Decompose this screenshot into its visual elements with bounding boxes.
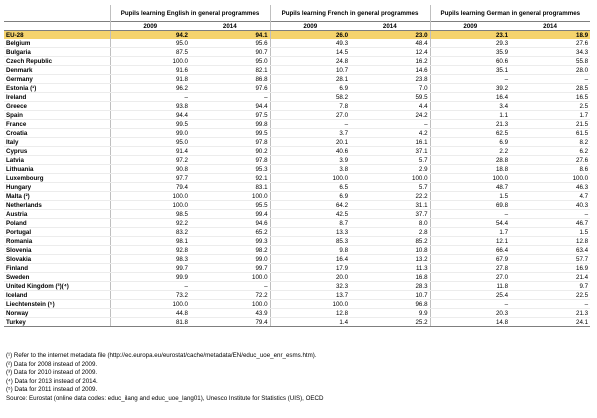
value-cell: 61.5 (510, 129, 590, 138)
country-name: Greece (4, 102, 110, 111)
table-row (4, 300, 590, 309)
value-cell: 95.0 (110, 138, 190, 147)
table-row (4, 210, 590, 219)
value-cell: 14.5 (270, 48, 350, 57)
table-row (4, 282, 590, 291)
value-cell: 1.7 (510, 111, 590, 120)
value-cell: 6.5 (270, 183, 350, 192)
country-name: EU-28 (4, 31, 110, 40)
country-name: Slovenia (4, 246, 110, 255)
value-cell: 86.8 (190, 75, 270, 84)
value-cell: 5.7 (350, 183, 430, 192)
value-cell: 1.7 (430, 228, 510, 237)
value-cell: 3.7 (270, 129, 350, 138)
value-cell: 20.3 (430, 309, 510, 318)
value-cell: 85.2 (350, 237, 430, 246)
table-row (4, 66, 590, 75)
value-cell: 95.0 (190, 57, 270, 66)
country-name: Finland (4, 264, 110, 273)
value-cell: 1.4 (270, 318, 350, 327)
value-cell: 99.3 (190, 237, 270, 246)
value-cell: 21.3 (510, 309, 590, 318)
value-cell: 99.7 (190, 264, 270, 273)
value-cell: 79.4 (190, 318, 270, 327)
table-row (4, 246, 590, 255)
footnote: (²) Data for 2008 instead of 2009. (6, 360, 98, 368)
value-cell: 11.3 (350, 264, 430, 273)
country-name: Hungary (4, 183, 110, 192)
table-row (4, 111, 590, 120)
value-cell: 83.1 (190, 183, 270, 192)
country-name: Liechtenstein (⁵) (4, 300, 110, 309)
value-cell: 82.1 (190, 66, 270, 75)
value-cell: 43.9 (190, 309, 270, 318)
footnote: (³) Data for 2010 instead of 2009. (6, 369, 98, 377)
value-cell: 2.5 (510, 102, 590, 111)
value-cell: 46.7 (510, 219, 590, 228)
value-cell: 16.1 (350, 138, 430, 147)
value-cell: 92.8 (110, 246, 190, 255)
value-cell: 32.3 (270, 282, 350, 291)
value-cell: 18.8 (430, 165, 510, 174)
value-cell: 24.1 (510, 318, 590, 327)
value-cell: 97.6 (190, 84, 270, 93)
value-cell: 4.4 (350, 102, 430, 111)
value-cell: – (110, 282, 190, 291)
country-name: Ireland (4, 93, 110, 102)
table-row (4, 273, 590, 282)
value-cell: 13.7 (270, 291, 350, 300)
value-cell: 6.9 (430, 138, 510, 147)
value-cell: 54.4 (430, 219, 510, 228)
value-cell: 17.9 (270, 264, 350, 273)
value-cell: 95.6 (190, 39, 270, 48)
table-row (4, 138, 590, 147)
value-cell: 21.3 (430, 120, 510, 129)
value-cell: 28.5 (510, 84, 590, 93)
value-cell: 20.0 (270, 273, 350, 282)
value-cell: – (350, 120, 430, 129)
footnote: (¹) Refer to the internet metadata file (http://ec.europa.eu/eurostat/cache/metadata/EN/educ_uoe_enr_esms.htm). (6, 352, 317, 359)
value-cell: 55.8 (510, 57, 590, 66)
country-name: Czech Republic (4, 57, 110, 66)
value-cell: 13.2 (350, 255, 430, 264)
value-cell: 65.2 (190, 228, 270, 237)
value-cell: 4.2 (350, 129, 430, 138)
value-cell: 95.5 (190, 201, 270, 210)
table-row (4, 102, 590, 111)
value-cell: 81.8 (110, 318, 190, 327)
value-cell: 97.5 (190, 111, 270, 120)
value-cell: 46.3 (510, 183, 590, 192)
value-cell: 24.2 (350, 111, 430, 120)
value-cell: 100.0 (110, 57, 190, 66)
value-cell: 44.8 (110, 309, 190, 318)
value-cell: 37.7 (350, 210, 430, 219)
value-cell: 100.0 (270, 174, 350, 183)
value-cell: 100.0 (350, 174, 430, 183)
value-cell: 99.5 (190, 129, 270, 138)
table-row (4, 318, 590, 327)
country-name: Sweden (4, 273, 110, 282)
value-cell: 16.8 (350, 273, 430, 282)
table-row (4, 129, 590, 138)
value-cell: 28.8 (430, 156, 510, 165)
country-name: Latvia (4, 156, 110, 165)
header-english: Pupils learning English in general programmes (110, 5, 270, 22)
country-name: United Kingdom (³)(⁴) (4, 282, 110, 291)
value-cell: 28.1 (270, 75, 350, 84)
value-cell: – (510, 210, 590, 219)
value-cell: 87.5 (110, 48, 190, 57)
value-cell: 12.4 (350, 48, 430, 57)
value-cell: 23.1 (430, 31, 510, 40)
corner-cell (4, 5, 110, 22)
table-row (4, 156, 590, 165)
value-cell: 27.8 (430, 264, 510, 273)
value-cell: 100.0 (110, 300, 190, 309)
table-row (4, 147, 590, 156)
table-row (4, 201, 590, 210)
table-row (4, 228, 590, 237)
value-cell: 62.5 (430, 129, 510, 138)
value-cell: 69.8 (430, 201, 510, 210)
table-row (4, 174, 590, 183)
footnote: (⁵) Data for 2011 instead of 2009. (6, 386, 98, 394)
value-cell: 100.0 (510, 174, 590, 183)
value-cell: 8.0 (350, 219, 430, 228)
value-cell: 98.5 (110, 210, 190, 219)
value-cell: 35.1 (430, 66, 510, 75)
value-cell: – (270, 120, 350, 129)
value-cell: 48.7 (430, 183, 510, 192)
table-row (4, 57, 590, 66)
value-cell: 12.8 (510, 237, 590, 246)
value-cell: 79.4 (110, 183, 190, 192)
value-cell: 97.2 (110, 156, 190, 165)
value-cell: 34.3 (510, 48, 590, 57)
country-name: Croatia (4, 129, 110, 138)
value-cell: 25.2 (350, 318, 430, 327)
value-cell: 7.8 (270, 102, 350, 111)
value-cell: 97.8 (190, 138, 270, 147)
value-cell: 99.5 (110, 120, 190, 129)
value-cell: 83.2 (110, 228, 190, 237)
country-name: Romania (4, 237, 110, 246)
value-cell: 3.4 (430, 102, 510, 111)
value-cell: 23.0 (350, 31, 430, 40)
value-cell: 11.8 (430, 282, 510, 291)
value-cell: – (190, 93, 270, 102)
table-row (4, 291, 590, 300)
table-row (4, 120, 590, 129)
value-cell: 91.8 (110, 75, 190, 84)
value-cell: 16.4 (270, 255, 350, 264)
country-name: Portugal (4, 228, 110, 237)
country-name: Italy (4, 138, 110, 147)
value-cell: 64.2 (270, 201, 350, 210)
value-cell: 99.7 (110, 264, 190, 273)
footnotes (6, 352, 323, 404)
value-cell: 14.6 (350, 66, 430, 75)
country-name: Estonia (¹) (4, 84, 110, 93)
value-cell: 28.0 (510, 66, 590, 75)
value-cell: 97.8 (190, 156, 270, 165)
value-cell: 94.6 (190, 219, 270, 228)
value-cell: 13.3 (270, 228, 350, 237)
value-cell: 85.3 (270, 237, 350, 246)
value-cell: 90.7 (190, 48, 270, 57)
value-cell: 10.7 (350, 291, 430, 300)
value-cell: 20.1 (270, 138, 350, 147)
value-cell: 95.3 (190, 165, 270, 174)
value-cell: – (430, 300, 510, 309)
value-cell: 42.5 (270, 210, 350, 219)
value-cell: 6.2 (510, 147, 590, 156)
year-header: 2009 (430, 22, 510, 31)
value-cell: 66.4 (430, 246, 510, 255)
value-cell: 1.5 (430, 192, 510, 201)
value-cell: 96.8 (350, 300, 430, 309)
country-name: Spain (4, 111, 110, 120)
value-cell: 91.6 (110, 66, 190, 75)
value-cell: 58.2 (270, 93, 350, 102)
value-cell: 67.9 (430, 255, 510, 264)
value-cell: 22.5 (510, 291, 590, 300)
value-cell: – (190, 282, 270, 291)
table-row (4, 237, 590, 246)
value-cell: – (430, 210, 510, 219)
value-cell: 14.8 (430, 318, 510, 327)
value-cell: 100.0 (110, 201, 190, 210)
value-cell: 100.0 (190, 192, 270, 201)
value-cell: 1.1 (430, 111, 510, 120)
value-cell: 98.3 (110, 255, 190, 264)
footnote: (⁴) Data for 2013 instead of 2014. (6, 377, 98, 385)
value-cell: 3.9 (270, 156, 350, 165)
value-cell: 24.8 (270, 57, 350, 66)
value-cell: 29.3 (430, 39, 510, 48)
value-cell: 31.1 (350, 201, 430, 210)
year-header: 2009 (270, 22, 350, 31)
value-cell: 99.0 (190, 255, 270, 264)
year-header: 2009 (110, 22, 190, 31)
value-cell: 2.9 (350, 165, 430, 174)
value-cell: 40.3 (510, 201, 590, 210)
value-cell: 8.2 (510, 138, 590, 147)
value-cell: 10.8 (350, 246, 430, 255)
country-name: France (4, 120, 110, 129)
value-cell: 100.0 (190, 273, 270, 282)
value-cell: 94.2 (110, 31, 190, 40)
value-cell: 40.6 (270, 147, 350, 156)
language-table (4, 5, 590, 327)
value-cell: 5.7 (350, 156, 430, 165)
value-cell: 27.6 (510, 156, 590, 165)
value-cell: 16.5 (510, 93, 590, 102)
value-cell: 8.7 (270, 219, 350, 228)
year-header: 2014 (510, 22, 590, 31)
value-cell: 9.8 (270, 246, 350, 255)
value-cell: 35.9 (430, 48, 510, 57)
value-cell: 98.1 (110, 237, 190, 246)
value-cell: 2.2 (430, 147, 510, 156)
year-header: 2014 (350, 22, 430, 31)
value-cell: 2.8 (350, 228, 430, 237)
value-cell: 100.0 (190, 300, 270, 309)
country-name: Germany (4, 75, 110, 84)
value-cell: 94.1 (190, 31, 270, 40)
country-name: Netherlands (4, 201, 110, 210)
value-cell: 26.0 (270, 31, 350, 40)
value-cell: 9.9 (350, 309, 430, 318)
value-cell: 27.0 (270, 111, 350, 120)
country-name: Cyprus (4, 147, 110, 156)
value-cell: 16.4 (430, 93, 510, 102)
country-name: Belgium (4, 39, 110, 48)
value-cell: 16.9 (510, 264, 590, 273)
table-row (4, 39, 590, 48)
value-cell: 92.1 (190, 174, 270, 183)
value-cell: 91.4 (110, 147, 190, 156)
value-cell: 94.4 (110, 111, 190, 120)
table-row (4, 165, 590, 174)
value-cell: 4.7 (510, 192, 590, 201)
header-german: Pupils learning German in general programmes (430, 5, 590, 22)
year-corner (4, 22, 110, 31)
value-cell: 8.6 (510, 165, 590, 174)
value-cell: 100.0 (430, 174, 510, 183)
country-name: Turkey (4, 318, 110, 327)
table-row (4, 75, 590, 84)
value-cell: 1.5 (510, 228, 590, 237)
value-cell: 10.7 (270, 66, 350, 75)
country-name: Iceland (4, 291, 110, 300)
year-header: 2014 (190, 22, 270, 31)
value-cell: 59.5 (350, 93, 430, 102)
country-name: Malta (²) (4, 192, 110, 201)
value-cell: 49.3 (270, 39, 350, 48)
table-row (4, 183, 590, 192)
value-cell: 99.9 (110, 273, 190, 282)
country-name: Luxembourg (4, 174, 110, 183)
value-cell: 100.0 (110, 192, 190, 201)
value-cell: 57.7 (510, 255, 590, 264)
value-cell: 12.1 (430, 237, 510, 246)
country-name: Slovakia (4, 255, 110, 264)
value-cell: 90.8 (110, 165, 190, 174)
country-name: Poland (4, 219, 110, 228)
value-cell: 23.8 (350, 75, 430, 84)
eu-row (4, 31, 590, 40)
value-cell: – (110, 93, 190, 102)
value-cell: 21.4 (510, 273, 590, 282)
value-cell: 99.4 (190, 210, 270, 219)
value-cell: 48.4 (350, 39, 430, 48)
value-cell: 92.2 (110, 219, 190, 228)
value-cell: 6.9 (270, 192, 350, 201)
value-cell: 60.6 (430, 57, 510, 66)
source-note: Source: Eurostat (online data codes: educ_ilang and educ_uoe_lang01), Unesco Institute for Statistics (UIS), OECD (6, 394, 324, 402)
value-cell: 12.8 (270, 309, 350, 318)
value-cell: 72.2 (190, 291, 270, 300)
country-name: Lithuania (4, 165, 110, 174)
value-cell: 90.2 (190, 147, 270, 156)
table-row (4, 309, 590, 318)
value-cell: 99.0 (110, 129, 190, 138)
value-cell: 39.2 (430, 84, 510, 93)
value-cell: 97.7 (110, 174, 190, 183)
table-row (4, 93, 590, 102)
country-name: Denmark (4, 66, 110, 75)
table-row (4, 264, 590, 273)
value-cell: 63.4 (510, 246, 590, 255)
table-row (4, 255, 590, 264)
value-cell: 21.5 (510, 120, 590, 129)
value-cell: – (430, 75, 510, 84)
value-cell: 25.4 (430, 291, 510, 300)
value-cell: 27.6 (510, 39, 590, 48)
value-cell: 22.2 (350, 192, 430, 201)
table-row (4, 219, 590, 228)
value-cell: 7.0 (350, 84, 430, 93)
value-cell: 73.2 (110, 291, 190, 300)
value-cell: 9.7 (510, 282, 590, 291)
value-cell: 93.8 (110, 102, 190, 111)
value-cell: 27.0 (430, 273, 510, 282)
country-name: Norway (4, 309, 110, 318)
value-cell: 98.2 (190, 246, 270, 255)
header-french: Pupils learning French in general programmes (270, 5, 430, 22)
value-cell: 3.8 (270, 165, 350, 174)
value-cell: – (510, 75, 590, 84)
table-row (4, 84, 590, 93)
value-cell: 94.4 (190, 102, 270, 111)
value-cell: 99.8 (190, 120, 270, 129)
value-cell: 37.1 (350, 147, 430, 156)
country-name: Bulgaria (4, 48, 110, 57)
country-name: Austria (4, 210, 110, 219)
table-row (4, 48, 590, 57)
value-cell: 95.0 (110, 39, 190, 48)
value-cell: 100.0 (270, 300, 350, 309)
value-cell: 28.3 (350, 282, 430, 291)
table-row (4, 192, 590, 201)
value-cell: – (510, 300, 590, 309)
value-cell: 6.9 (270, 84, 350, 93)
value-cell: 96.2 (110, 84, 190, 93)
value-cell: 16.2 (350, 57, 430, 66)
value-cell: 18.9 (510, 31, 590, 40)
